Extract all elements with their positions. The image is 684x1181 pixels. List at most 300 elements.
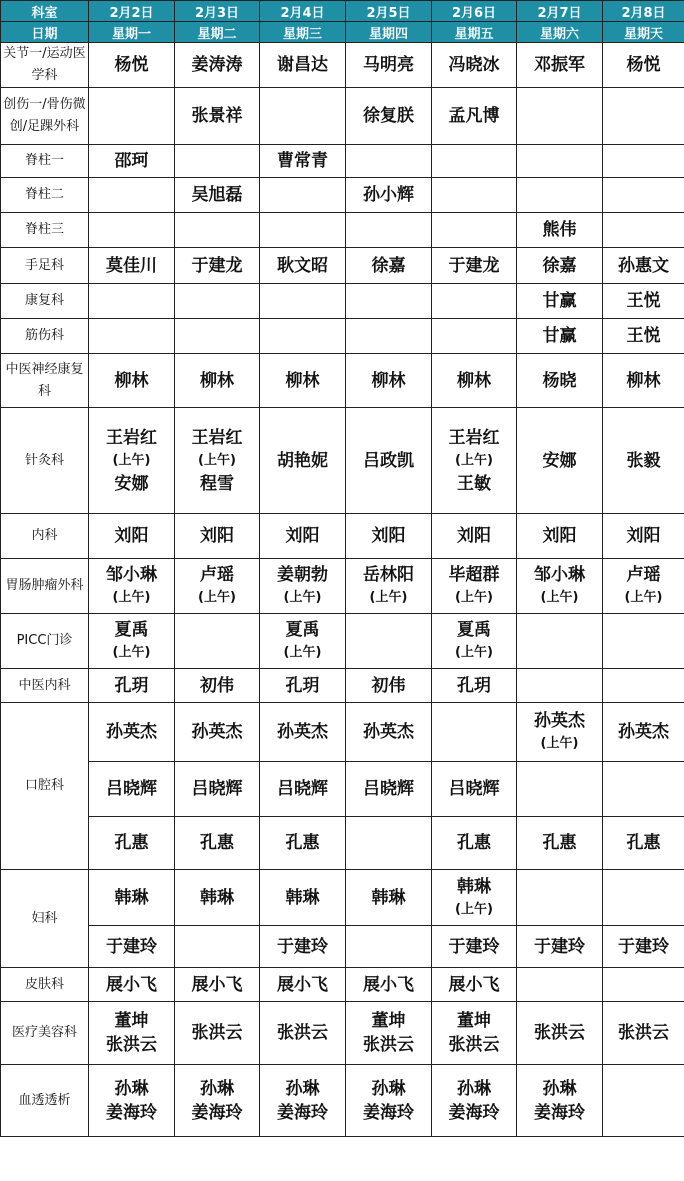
doctor-name: 夏禹 bbox=[285, 620, 320, 640]
schedule-cell bbox=[432, 319, 517, 354]
schedule-cell bbox=[260, 354, 346, 408]
schedule-cell bbox=[432, 1065, 517, 1137]
schedule-cell bbox=[175, 145, 260, 178]
doctor-name: 柳林 bbox=[285, 370, 320, 391]
schedule-cell bbox=[260, 1065, 346, 1137]
schedule-cell bbox=[432, 926, 517, 968]
header-dept-label: 科室 bbox=[1, 1, 89, 22]
schedule-cell bbox=[517, 88, 603, 145]
department-name: 针灸科 bbox=[1, 408, 89, 514]
doctor-name: 胡艳妮 bbox=[277, 450, 328, 471]
doctor-name: 韩琳 bbox=[114, 887, 149, 908]
doctor-name: 吴旭磊 bbox=[191, 185, 243, 205]
doctor-name: 孔惠 bbox=[626, 833, 661, 853]
schedule-cell bbox=[517, 817, 603, 870]
schedule-cell bbox=[517, 669, 603, 703]
schedule-cell bbox=[175, 248, 260, 284]
doctor-name: 谢昌达 bbox=[277, 55, 328, 75]
doctor-name: 安娜 bbox=[542, 450, 577, 471]
doctor-name: 韩琳 bbox=[457, 876, 491, 897]
schedule-cell bbox=[517, 248, 603, 284]
schedule-cell bbox=[603, 145, 684, 178]
shift-note: (上午) bbox=[540, 736, 579, 751]
schedule-cell bbox=[89, 88, 175, 145]
schedule-cell bbox=[260, 870, 346, 926]
header-date: 2月8日 bbox=[603, 1, 684, 22]
schedule-cell bbox=[89, 559, 175, 614]
doctor-name: 柳林 bbox=[200, 370, 234, 391]
doctor-name: 吕晓辉 bbox=[191, 779, 243, 799]
doctor-name: 王岩红 bbox=[106, 427, 157, 448]
doctor-name: 于建玲 bbox=[448, 936, 500, 957]
doctor-name: 王悦 bbox=[626, 326, 661, 346]
header-date: 2月4日 bbox=[260, 1, 346, 22]
schedule-cell bbox=[517, 703, 603, 762]
doctor-name: 展小飞 bbox=[448, 974, 500, 995]
header-date: 2月2日 bbox=[89, 1, 175, 22]
doctor-name: 卢瑶 bbox=[200, 565, 234, 585]
doctor-name: 于建龙 bbox=[191, 255, 243, 276]
shift-note: (上午) bbox=[198, 452, 236, 468]
schedule-cell bbox=[260, 319, 346, 354]
schedule-cell bbox=[517, 762, 603, 817]
schedule-cell bbox=[89, 1065, 175, 1137]
doctor-name: 吕政凯 bbox=[363, 450, 414, 471]
doctor-name: 马明亮 bbox=[363, 55, 414, 75]
schedule-cell bbox=[175, 926, 260, 968]
doctor-name: 张洪云 bbox=[191, 1023, 243, 1043]
doctor-name: 初伟 bbox=[371, 675, 406, 696]
schedule-cell bbox=[260, 43, 346, 88]
schedule-cell bbox=[346, 213, 432, 248]
schedule-cell bbox=[175, 968, 260, 1002]
schedule-cell bbox=[603, 614, 684, 669]
doctor-name: 孙英杰 bbox=[618, 722, 669, 742]
doctor-name: 孟凡博 bbox=[448, 106, 500, 126]
schedule-cell bbox=[346, 1065, 432, 1137]
schedule-cell bbox=[603, 762, 684, 817]
schedule-cell bbox=[89, 408, 175, 514]
schedule-cell bbox=[432, 559, 517, 614]
schedule-row bbox=[1, 284, 684, 319]
doctor-name: 吕晓辉 bbox=[448, 779, 500, 799]
doctor-name: 孔玥 bbox=[285, 675, 320, 696]
doctor-name: 孙小辉 bbox=[363, 185, 414, 205]
doctor-name: 于建玲 bbox=[618, 936, 669, 957]
schedule-cell bbox=[89, 614, 175, 669]
doctor-name: 刘阳 bbox=[200, 526, 234, 546]
header-weekday: 星期六 bbox=[517, 22, 603, 43]
shift-note: (上午) bbox=[112, 590, 151, 605]
doctor-name: 张洪云 bbox=[448, 1035, 500, 1055]
schedule-cell bbox=[517, 559, 603, 614]
schedule-cell bbox=[432, 703, 517, 762]
header-weekday: 星期天 bbox=[603, 22, 684, 43]
doctor-name: 冯晓冰 bbox=[448, 55, 500, 75]
schedule-cell bbox=[260, 88, 346, 145]
doctor-name: 张洪云 bbox=[277, 1023, 328, 1043]
schedule-cell bbox=[346, 88, 432, 145]
doctor-name: 韩琳 bbox=[371, 887, 406, 908]
schedule-cell bbox=[260, 703, 346, 762]
doctor-name: 展小飞 bbox=[363, 974, 414, 995]
doctor-name: 甘赢 bbox=[542, 291, 577, 311]
doctor-name: 邹小琳 bbox=[106, 565, 157, 585]
doctor-name: 甘赢 bbox=[542, 326, 577, 346]
department-name: PICC门诊 bbox=[1, 614, 89, 669]
doctor-name: 刘阳 bbox=[371, 526, 406, 546]
schedule-cell bbox=[517, 43, 603, 88]
shift-note: (上午) bbox=[112, 645, 151, 660]
schedule-cell bbox=[432, 762, 517, 817]
doctor-name: 于建玲 bbox=[534, 936, 585, 957]
schedule-cell bbox=[603, 703, 684, 762]
schedule-cell bbox=[346, 1002, 432, 1065]
header-weekday: 星期五 bbox=[432, 22, 517, 43]
doctor-name: 王岩红 bbox=[191, 427, 243, 448]
schedule-cell bbox=[346, 43, 432, 88]
schedule-cell bbox=[346, 145, 432, 178]
doctor-name: 岳林阳 bbox=[363, 565, 414, 585]
shift-note: (上午) bbox=[369, 590, 408, 605]
schedule-cell bbox=[517, 145, 603, 178]
schedule-cell bbox=[603, 178, 684, 213]
schedule-cell bbox=[432, 88, 517, 145]
schedule-cell bbox=[89, 145, 175, 178]
schedule-row bbox=[1, 703, 684, 762]
schedule-cell bbox=[260, 559, 346, 614]
doctor-name: 杨晓 bbox=[542, 370, 577, 391]
doctor-name: 孙英杰 bbox=[363, 722, 414, 742]
department-name: 口腔科 bbox=[1, 703, 89, 870]
schedule-cell bbox=[175, 559, 260, 614]
schedule-cell bbox=[603, 213, 684, 248]
doctor-name: 孙琳 bbox=[200, 1078, 234, 1099]
schedule-cell bbox=[603, 559, 684, 614]
doctor-name: 初伟 bbox=[200, 675, 234, 696]
schedule-row bbox=[1, 968, 684, 1002]
schedule-cell bbox=[346, 870, 432, 926]
department-name: 中医内科 bbox=[1, 669, 89, 703]
doctor-name: 孔惠 bbox=[542, 833, 577, 853]
schedule-cell bbox=[175, 514, 260, 559]
schedule-cell bbox=[432, 1002, 517, 1065]
schedule-cell bbox=[175, 817, 260, 870]
department-name: 关节一/运动医学科 bbox=[1, 43, 89, 88]
schedule-cell bbox=[175, 43, 260, 88]
schedule-row bbox=[1, 213, 684, 248]
schedule-cell bbox=[346, 762, 432, 817]
doctor-name: 孙琳 bbox=[542, 1078, 577, 1099]
schedule-row bbox=[1, 43, 684, 88]
doctor-name: 杨悦 bbox=[626, 55, 661, 75]
doctor-name: 展小飞 bbox=[277, 974, 328, 995]
doctor-name: 董坤 bbox=[457, 1011, 491, 1031]
doctor-name: 孙琳 bbox=[371, 1078, 406, 1099]
doctor-name: 程雪 bbox=[200, 473, 234, 494]
doctor-name: 展小飞 bbox=[191, 974, 243, 995]
schedule-cell bbox=[175, 614, 260, 669]
department-name: 创伤一/骨伤微创/足踝外科 bbox=[1, 88, 89, 145]
schedule-cell bbox=[346, 614, 432, 669]
schedule-cell bbox=[517, 1065, 603, 1137]
doctor-name: 柳林 bbox=[457, 370, 491, 391]
schedule-cell bbox=[346, 669, 432, 703]
schedule-cell bbox=[432, 408, 517, 514]
schedule-cell bbox=[346, 703, 432, 762]
doctor-name: 孔惠 bbox=[114, 833, 149, 853]
shift-note: (上午) bbox=[455, 590, 493, 605]
doctor-name: 刘阳 bbox=[542, 526, 577, 546]
schedule-row bbox=[1, 817, 684, 870]
doctor-name: 姜涛涛 bbox=[191, 55, 243, 75]
schedule-cell bbox=[346, 319, 432, 354]
doctor-name: 孙琳 bbox=[285, 1078, 320, 1099]
schedule-row bbox=[1, 178, 684, 213]
schedule-cell bbox=[346, 559, 432, 614]
doctor-name: 董坤 bbox=[114, 1011, 149, 1031]
schedule-cell bbox=[517, 968, 603, 1002]
schedule-cell bbox=[89, 319, 175, 354]
schedule-cell bbox=[432, 43, 517, 88]
schedule-cell bbox=[89, 354, 175, 408]
shift-note: (上午) bbox=[455, 645, 493, 660]
doctor-name: 张洪云 bbox=[534, 1023, 585, 1043]
schedule-cell bbox=[260, 213, 346, 248]
schedule-cell bbox=[89, 284, 175, 319]
schedule-cell bbox=[89, 669, 175, 703]
schedule-cell bbox=[432, 614, 517, 669]
doctor-name: 姜海玲 bbox=[106, 1102, 157, 1123]
doctor-name: 杨悦 bbox=[114, 55, 149, 75]
doctor-name: 姜海玲 bbox=[277, 1102, 328, 1123]
header-date: 2月3日 bbox=[175, 1, 260, 22]
doctor-name: 于建龙 bbox=[448, 255, 500, 276]
schedule-row bbox=[1, 319, 684, 354]
department-name: 脊柱一 bbox=[1, 145, 89, 178]
doctor-name: 姜海玲 bbox=[534, 1102, 585, 1123]
header-weekday: 星期三 bbox=[260, 22, 346, 43]
department-name: 医疗美容科 bbox=[1, 1002, 89, 1065]
shift-note: (上午) bbox=[198, 590, 236, 605]
schedule-cell bbox=[175, 762, 260, 817]
doctor-name: 刘阳 bbox=[285, 526, 320, 546]
department-name: 血透透析 bbox=[1, 1065, 89, 1137]
schedule-cell bbox=[260, 926, 346, 968]
schedule-cell bbox=[603, 43, 684, 88]
schedule-cell bbox=[89, 178, 175, 213]
doctor-name: 张洪云 bbox=[363, 1035, 414, 1055]
department-name: 脊柱二 bbox=[1, 178, 89, 213]
schedule-cell bbox=[432, 178, 517, 213]
header-row-weekdays bbox=[1, 22, 684, 43]
schedule-cell bbox=[603, 1065, 684, 1137]
schedule-cell bbox=[89, 870, 175, 926]
header-weekday: 星期四 bbox=[346, 22, 432, 43]
doctor-name: 柳林 bbox=[114, 370, 149, 391]
schedule-cell bbox=[517, 926, 603, 968]
header-date: 2月6日 bbox=[432, 1, 517, 22]
schedule-cell bbox=[603, 408, 684, 514]
header-date: 2月5日 bbox=[346, 1, 432, 22]
schedule-cell bbox=[432, 248, 517, 284]
schedule-cell bbox=[89, 1002, 175, 1065]
department-name: 筋伤科 bbox=[1, 319, 89, 354]
schedule-cell bbox=[175, 354, 260, 408]
schedule-cell bbox=[175, 669, 260, 703]
schedule-cell bbox=[432, 354, 517, 408]
schedule-cell bbox=[346, 926, 432, 968]
schedule-cell bbox=[175, 870, 260, 926]
schedule-cell bbox=[175, 178, 260, 213]
doctor-name: 孙琳 bbox=[114, 1078, 149, 1099]
schedule-cell bbox=[175, 284, 260, 319]
doctor-name: 王悦 bbox=[626, 291, 661, 311]
schedule-cell bbox=[260, 284, 346, 319]
doctor-name: 王岩红 bbox=[448, 427, 500, 448]
schedule-cell bbox=[603, 248, 684, 284]
doctor-name: 韩琳 bbox=[200, 887, 234, 908]
doctor-name: 孙英杰 bbox=[534, 711, 585, 731]
doctor-name: 董坤 bbox=[371, 1011, 406, 1031]
schedule-cell bbox=[260, 514, 346, 559]
schedule-cell bbox=[175, 1002, 260, 1065]
schedule-cell bbox=[517, 514, 603, 559]
schedule-cell bbox=[603, 1002, 684, 1065]
schedule-cell bbox=[346, 408, 432, 514]
schedule-row bbox=[1, 145, 684, 178]
header-date-label: 日期 bbox=[1, 22, 89, 43]
schedule-cell bbox=[89, 248, 175, 284]
schedule-cell bbox=[517, 284, 603, 319]
doctor-name: 卢瑶 bbox=[626, 565, 661, 585]
doctor-name: 刘阳 bbox=[626, 526, 661, 546]
doctor-name: 邓振军 bbox=[534, 55, 585, 75]
doctor-name: 张毅 bbox=[626, 450, 661, 471]
doctor-name: 姜海玲 bbox=[363, 1102, 414, 1123]
schedule-cell bbox=[260, 408, 346, 514]
schedule-cell bbox=[260, 614, 346, 669]
department-name: 中医神经康复科 bbox=[1, 354, 89, 408]
schedule-row bbox=[1, 408, 684, 514]
schedule-cell bbox=[432, 870, 517, 926]
doctor-name: 孙惠文 bbox=[618, 255, 669, 276]
doctor-name: 刘阳 bbox=[114, 526, 149, 546]
schedule-cell bbox=[603, 514, 684, 559]
schedule-cell bbox=[603, 88, 684, 145]
schedule-cell bbox=[175, 703, 260, 762]
schedule-cell bbox=[346, 514, 432, 559]
doctor-name: 吕晓辉 bbox=[363, 779, 414, 799]
schedule-cell bbox=[517, 178, 603, 213]
doctor-name: 吕晓辉 bbox=[106, 779, 157, 799]
doctor-name: 孙英杰 bbox=[191, 722, 243, 742]
schedule-cell bbox=[517, 319, 603, 354]
doctor-name: 孙英杰 bbox=[106, 722, 157, 742]
doctor-name: 毕超群 bbox=[448, 565, 500, 585]
schedule-cell bbox=[346, 178, 432, 213]
schedule-row bbox=[1, 870, 684, 926]
doctor-name: 柳林 bbox=[371, 370, 406, 391]
schedule-cell bbox=[346, 248, 432, 284]
doctor-name: 曹常青 bbox=[277, 151, 328, 171]
doctor-name: 于建玲 bbox=[106, 936, 157, 957]
schedule-cell bbox=[89, 817, 175, 870]
doctor-name: 耿文昭 bbox=[277, 255, 328, 276]
schedule-body bbox=[1, 43, 684, 1137]
schedule-cell bbox=[517, 1002, 603, 1065]
doctor-name: 姜海玲 bbox=[448, 1102, 500, 1123]
doctor-name: 刘阳 bbox=[457, 526, 491, 546]
header-row-dates bbox=[1, 1, 684, 22]
schedule-cell bbox=[260, 248, 346, 284]
department-name: 皮肤科 bbox=[1, 968, 89, 1002]
doctor-name: 孔惠 bbox=[285, 833, 320, 853]
schedule-cell bbox=[603, 284, 684, 319]
schedule-cell bbox=[260, 817, 346, 870]
schedule-cell bbox=[260, 1002, 346, 1065]
schedule-cell bbox=[432, 817, 517, 870]
shift-note: (上午) bbox=[283, 645, 322, 660]
schedule-cell bbox=[517, 408, 603, 514]
schedule-cell bbox=[603, 354, 684, 408]
header-date: 2月7日 bbox=[517, 1, 603, 22]
schedule-cell bbox=[89, 968, 175, 1002]
department-name: 妇科 bbox=[1, 870, 89, 968]
doctor-name: 姜朝勃 bbox=[277, 565, 328, 585]
doctor-name: 夏禹 bbox=[114, 620, 149, 640]
schedule-cell bbox=[432, 514, 517, 559]
schedule-cell bbox=[603, 968, 684, 1002]
doctor-name: 张洪云 bbox=[618, 1023, 669, 1043]
schedule-cell bbox=[260, 669, 346, 703]
schedule-row bbox=[1, 762, 684, 817]
schedule-cell bbox=[89, 926, 175, 968]
department-name: 内科 bbox=[1, 514, 89, 559]
schedule-cell bbox=[175, 408, 260, 514]
schedule-cell bbox=[603, 319, 684, 354]
schedule-row bbox=[1, 354, 684, 408]
schedule-cell bbox=[175, 319, 260, 354]
schedule-cell bbox=[603, 669, 684, 703]
schedule-cell bbox=[260, 178, 346, 213]
header-weekday: 星期一 bbox=[89, 22, 175, 43]
schedule-row bbox=[1, 514, 684, 559]
schedule-cell bbox=[89, 762, 175, 817]
department-name: 手足科 bbox=[1, 248, 89, 284]
schedule-cell bbox=[517, 354, 603, 408]
shift-note: (上午) bbox=[455, 901, 493, 917]
doctor-name: 姜海玲 bbox=[191, 1102, 243, 1123]
doctor-name: 孔玥 bbox=[457, 675, 491, 696]
doctor-name: 韩琳 bbox=[285, 887, 320, 908]
doctor-name: 王敏 bbox=[457, 473, 491, 494]
schedule-row bbox=[1, 88, 684, 145]
schedule-cell bbox=[432, 213, 517, 248]
schedule-cell bbox=[89, 514, 175, 559]
department-name: 康复科 bbox=[1, 284, 89, 319]
doctor-name: 邹小琳 bbox=[534, 565, 585, 585]
doctor-name: 夏禹 bbox=[457, 620, 491, 640]
doctor-name: 孔玥 bbox=[114, 675, 149, 696]
doctor-name: 安娜 bbox=[114, 473, 149, 494]
schedule-cell bbox=[517, 870, 603, 926]
schedule-cell bbox=[603, 870, 684, 926]
schedule-cell bbox=[346, 817, 432, 870]
doctor-name: 柳林 bbox=[626, 370, 661, 391]
shift-note: (上午) bbox=[283, 590, 322, 605]
schedule-cell bbox=[432, 669, 517, 703]
